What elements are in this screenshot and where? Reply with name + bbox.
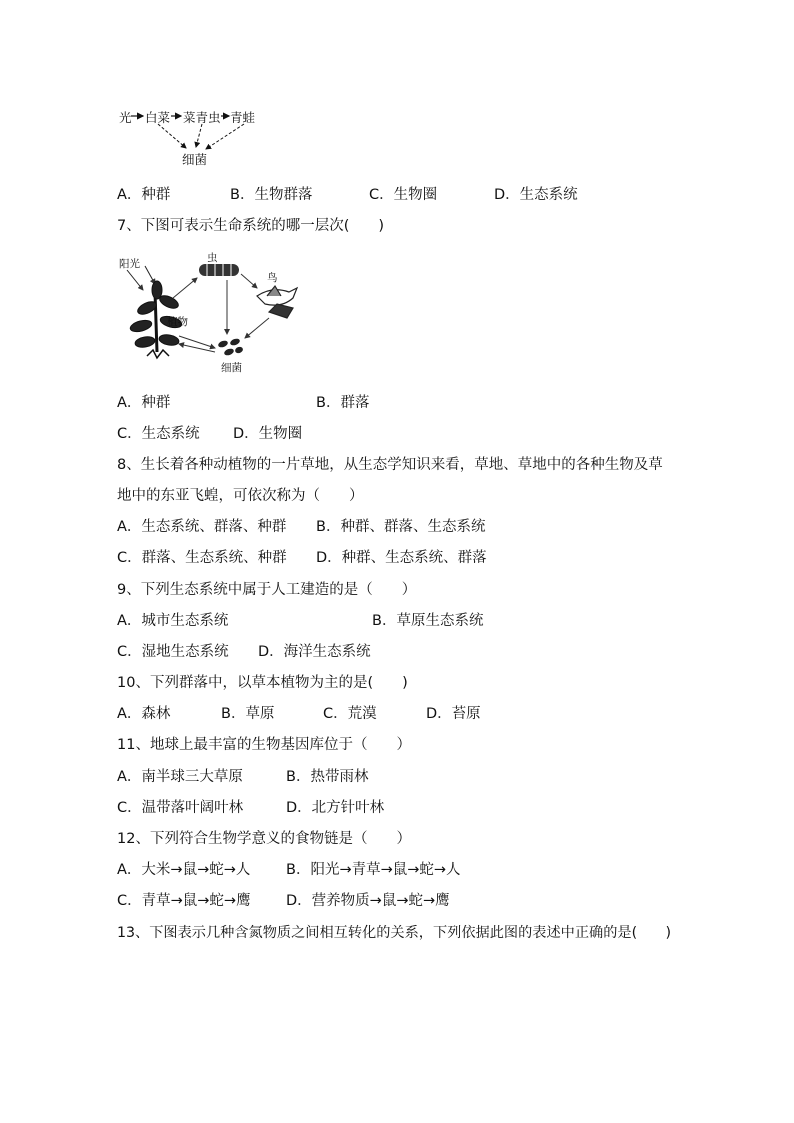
- q9-option-d: D．海洋生态系统: [258, 644, 371, 660]
- q6-option-a: A．种群: [117, 187, 171, 203]
- q11-option-c: C．温带落叶阔叶林: [117, 800, 244, 816]
- q9-option-c: C．湿地生态系统: [117, 644, 229, 660]
- q7-option-c: C．生态系统: [117, 426, 200, 442]
- q10-option-b: B．草原: [221, 706, 275, 722]
- label-bird: 鸟: [267, 272, 278, 284]
- q8-option-c: C．群落、生态系统、种群: [117, 550, 287, 566]
- q8-stem-line2: 地中的东亚飞蝗，可依次称为（ ）: [117, 488, 364, 504]
- q6-option-b: B．生物群落: [230, 187, 313, 203]
- q7-stem: 7、下图可表示生命系统的哪一层次( ): [117, 218, 385, 234]
- q9-option-b: B．草原生态系统: [372, 613, 484, 629]
- q12-stem: 12、下列符合生物学意义的食物链是（ ）: [117, 831, 411, 847]
- q11-stem: 11、地球上最丰富的生物基因库位于（ ）: [117, 737, 411, 753]
- label-plant: 植物: [167, 316, 188, 328]
- q11-option-d: D．北方针叶林: [286, 800, 385, 816]
- q6-option-d: D．生态系统: [494, 187, 578, 203]
- ecosystem-figure: [117, 252, 317, 376]
- q6-option-c: C．生物圈: [369, 187, 438, 203]
- chain-frog: 青蛙: [230, 110, 256, 125]
- label-insect: 虫: [207, 252, 218, 264]
- q12-option-d: D．营养物质→鼠→蛇→鹰: [286, 893, 450, 909]
- q8-option-a: A．生态系统、群落、种群: [117, 519, 287, 535]
- label-bacteria: 细菌: [221, 362, 242, 374]
- chain-light: 光: [119, 110, 132, 125]
- insect-drawing: [199, 264, 239, 276]
- q11-option-a: A．南半球三大草原: [117, 769, 243, 785]
- q8-stem-line1: 8、生长着各种动植物的一片草地，从生态学知识来看，草地、草地中的各种生物及草: [117, 457, 663, 473]
- chain-bacteria: 细菌: [182, 152, 208, 167]
- q13-stem: 13、下图表示几种含氮物质之间相互转化的关系，下列依据此图的表述中正确的是( ): [117, 925, 672, 941]
- q10-option-a: A．森林: [117, 706, 171, 722]
- q8-option-d: D．种群、生态系统、群落: [316, 550, 487, 566]
- chain-cabbage: 白菜: [145, 110, 171, 125]
- ecosystem-drawing: [117, 252, 317, 376]
- q12-option-c: C．青草→鼠→蛇→鹰: [117, 893, 251, 909]
- label-sunlight: 阳光: [119, 258, 140, 270]
- bacteria-drawing: [217, 337, 244, 356]
- q12-option-b: B．阳光→青草→鼠→蛇→人: [286, 862, 461, 878]
- food-chain-figure: [116, 104, 276, 168]
- bird-drawing: [257, 286, 297, 318]
- q9-stem: 9、下列生态系统中属于人工建造的是（ ）: [117, 582, 417, 598]
- q7-option-b: B．群落: [316, 395, 370, 411]
- q10-stem: 10、下列群落中，以草本植物为主的是( ): [117, 675, 408, 691]
- q9-option-a: A．城市生态系统: [117, 613, 229, 629]
- q7-option-a: A．种群: [117, 395, 171, 411]
- q12-option-a: A．大米→鼠→蛇→人: [117, 862, 251, 878]
- q10-option-c: C．荒漠: [323, 706, 377, 722]
- chain-caterpillar: 菜青虫: [183, 110, 221, 125]
- q10-option-d: D．苔原: [426, 706, 481, 722]
- q8-option-b: B．种群、群落、生态系统: [316, 519, 486, 535]
- q7-option-d: D．生物圈: [233, 426, 303, 442]
- q11-option-b: B．热带雨林: [286, 769, 369, 785]
